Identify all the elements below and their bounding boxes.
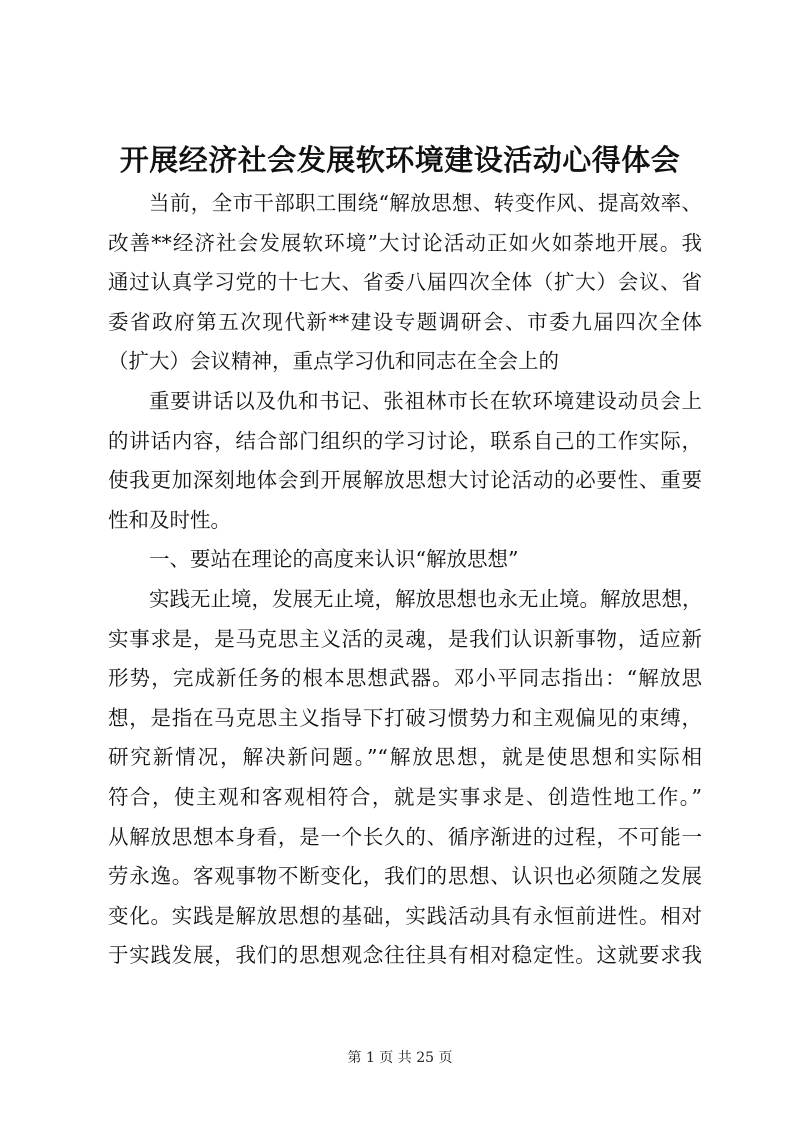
- text-line: 使我更加深刻地体会到开展解放思想大讨论活动的必要性、重要: [108, 468, 702, 493]
- text-line: 改善**经济社会发展软环境”大讨论活动正如火如荼地开展。我: [108, 230, 702, 255]
- text-line: 研究新情况，解决新问题。”“解放思想，就是使思想和实际相: [108, 745, 702, 770]
- text-line: 形势，完成新任务的根本思想武器。邓小平同志指出：“解放思: [108, 666, 702, 691]
- text-line: 变化。实践是解放思想的基础，实践活动具有永恒前进性。相对: [108, 903, 702, 928]
- text-line: 从解放思想本身看，是一个长久的、循序渐进的过程，不可能一: [108, 824, 702, 849]
- document-title: 开展经济社会发展软环境建设活动心得体会: [119, 143, 681, 177]
- text-line: 于实践发展，我们的思想观念往往具有相对稳定性。这就要求我: [108, 943, 702, 968]
- text-line: 符合，使主观和客观相符合，就是实事求是、创造性地工作。”: [108, 784, 702, 809]
- text-line: 实践无止境，发展无止境，解放思想也永无止境。解放思想，: [149, 586, 702, 611]
- text-line: 的讲话内容，结合部门组织的学习讨论，联系自己的工作实际，: [108, 428, 702, 453]
- page-footer: 第 1 页 共 25 页: [347, 1050, 453, 1066]
- document-body: [108, 184, 702, 976]
- text-line: 通过认真学习党的十七大、省委八届四次全体（扩大）会议、省: [108, 270, 702, 295]
- section-heading: 一、要站在理论的高度来认识“解放思想”: [149, 547, 519, 572]
- text-line: 当前，全市干部职工围绕“解放思想、转变作风、提高效率、: [149, 191, 702, 215]
- text-line: 实事求是，是马克思主义活的灵魂，是我们认识新事物，适应新: [108, 626, 702, 651]
- text-line: （扩大）会议精神，重点学习仇和同志在全会上的: [108, 349, 559, 374]
- text-line: 性和及时性。: [108, 507, 231, 532]
- text-line: 劳永逸。客观事物不断变化，我们的思想、认识也必须随之发展: [108, 864, 702, 889]
- text-line: 重要讲话以及仇和书记、张祖林市长在软环境建设动员会上: [149, 388, 702, 413]
- text-line: 委省政府第五次现代新**建设专题调研会、市委九届四次全体: [108, 309, 702, 334]
- text-line: 想，是指在马克思主义指导下打破习惯势力和主观偏见的束缚，: [108, 705, 702, 730]
